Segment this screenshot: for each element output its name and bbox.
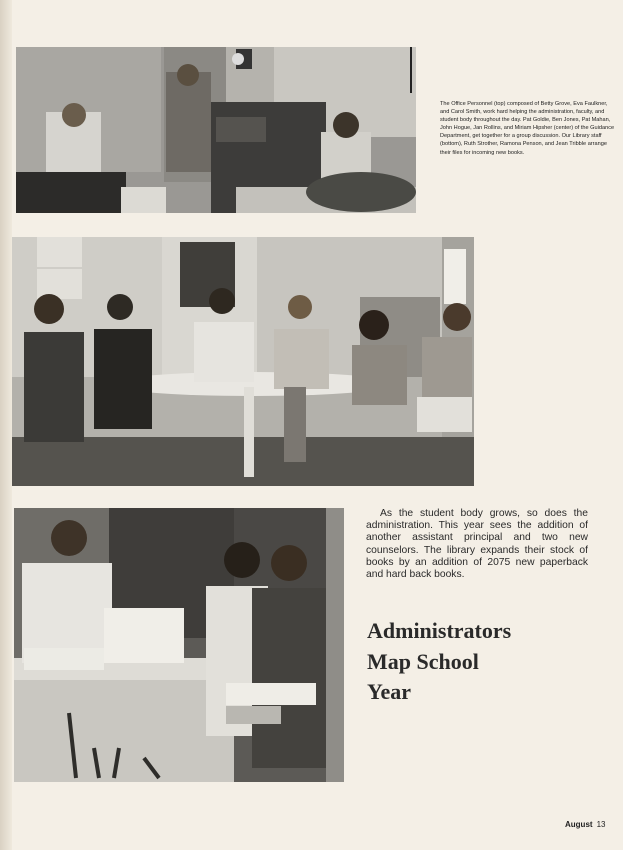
article-headline bbox=[367, 616, 587, 708]
folio-label: August bbox=[565, 820, 593, 829]
page-folio bbox=[565, 820, 605, 829]
guidance-department-photo bbox=[12, 237, 474, 486]
page-binding-edge bbox=[0, 0, 12, 850]
article-body-text: As the student body grows, so does the administration. This year sees the addition of another assistant principal and two new counselors. The library expands their stock of books by an addition of 2075 new paperback and hard back books. bbox=[366, 508, 588, 581]
headline-line-1: Administrators bbox=[367, 618, 512, 643]
headline-line-3: Year bbox=[367, 679, 411, 704]
office-personnel-photo bbox=[16, 47, 416, 213]
page-number: 13 bbox=[596, 820, 606, 829]
photo-caption: The Office Personnel (top) composed of Betty Grove, Eva Faulkner, and Carol Smith, work hard helping the administration, faculty, and student body throughout the day. Pat Goldie, Ben Jones, Pat Mahan, John Hogue, Jan Rollins, and Miriam Hipsher (center) of the Guidance Department, get together for a group discussion. Our Library staff (bottom), Ruth Strother, Ramona Penson, and Jean Tribble arrange their files for incoming new books. bbox=[440, 101, 615, 156]
divider-rule bbox=[410, 47, 412, 93]
headline-line-2: Map School bbox=[367, 648, 479, 674]
library-staff-photo bbox=[14, 508, 344, 782]
